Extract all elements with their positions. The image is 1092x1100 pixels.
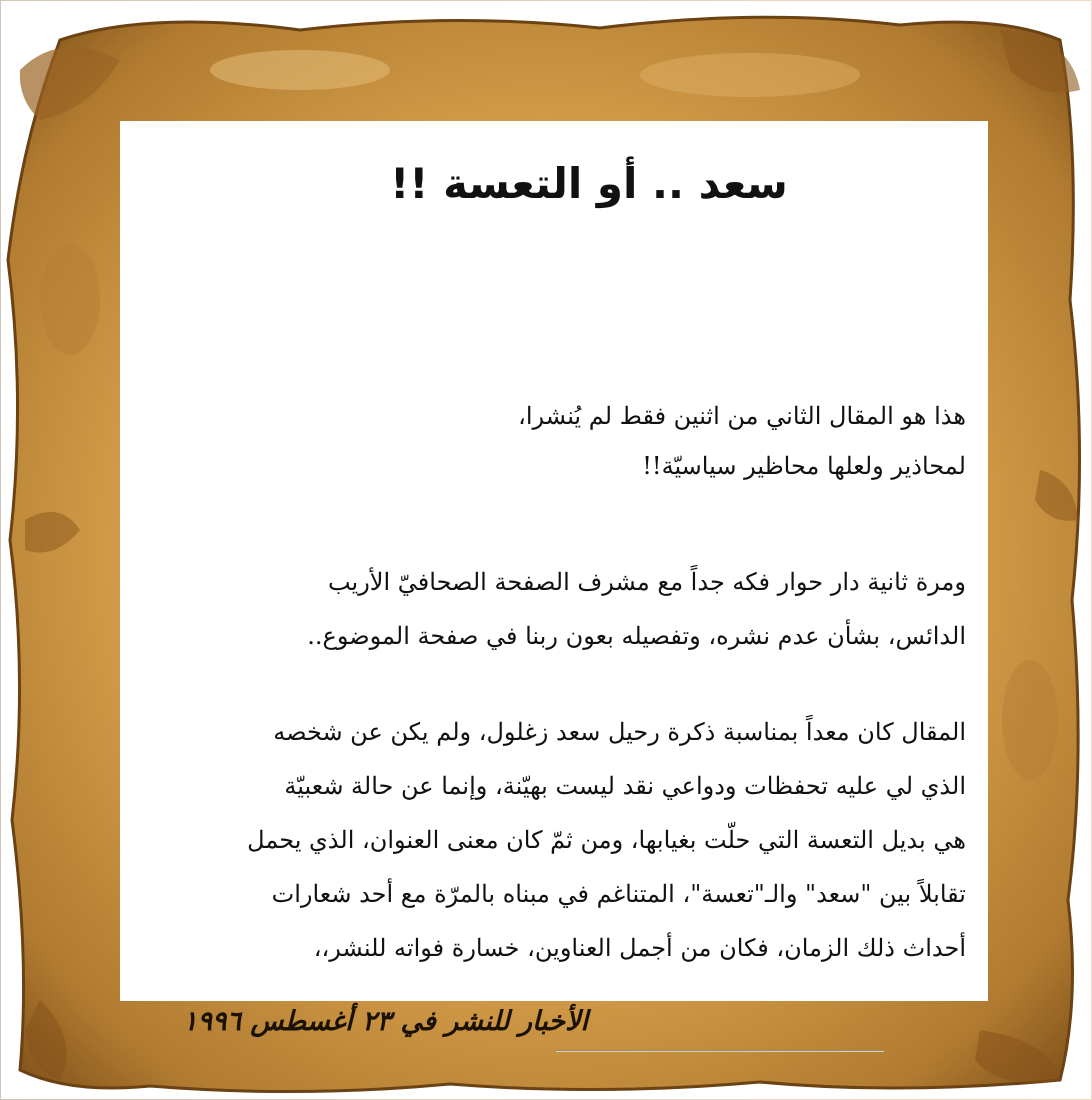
paragraph-line: تقابلاً بين "سعد" والـ"تعسة"، المتناغم في مبناه بالمرّة مع أحد شعارات — [271, 880, 966, 908]
intro-note — [140, 391, 966, 491]
caption-underline — [556, 1050, 884, 1052]
paragraph-publication-story — [140, 555, 966, 663]
publication-caption: الأخبار للنشر في ٢٣ أغسطس ١٩٩٦ — [182, 1006, 588, 1037]
paragraph-line: المقال كان معداً بمناسبة ذكرة رحيل سعد زغلول، ولم يكن عن شخصه — [273, 718, 966, 746]
paragraph-line: هي بديل التعسة التي حلّت بغيابها، ومن ثمّ كان معنى العنوان، الذي يحمل — [247, 826, 966, 854]
paragraph-line: ومرة ثانية دار حوار فكه جداً مع مشرف الصفحة الصحافيّ الأريب — [327, 568, 966, 596]
paragraph-article-summary — [140, 705, 966, 975]
paragraph-line: الذي لي عليه تحفظات ودواعي نقد ليست بهيّنة، وإنما عن حالة شعبيّة — [284, 772, 966, 800]
paragraph-line: أحداث ذلك الزمان، فكان من أجمل العناوين، خسارة فواته للنشر،، — [313, 934, 966, 962]
intro-line: هذا هو المقال الثاني من اثنين فقط لم يُنشرا، — [518, 402, 966, 430]
article-title: سعد .. أو التعسة !! — [390, 159, 788, 208]
paragraph-line: الدائس، بشأن عدم نشره، وتفصيله بعون ربنا في صفحة الموضوع.. — [307, 622, 966, 650]
intro-line: لمحاذير ولعلها محاظير سياسيّة!! — [642, 452, 966, 480]
article-card — [120, 121, 988, 1001]
